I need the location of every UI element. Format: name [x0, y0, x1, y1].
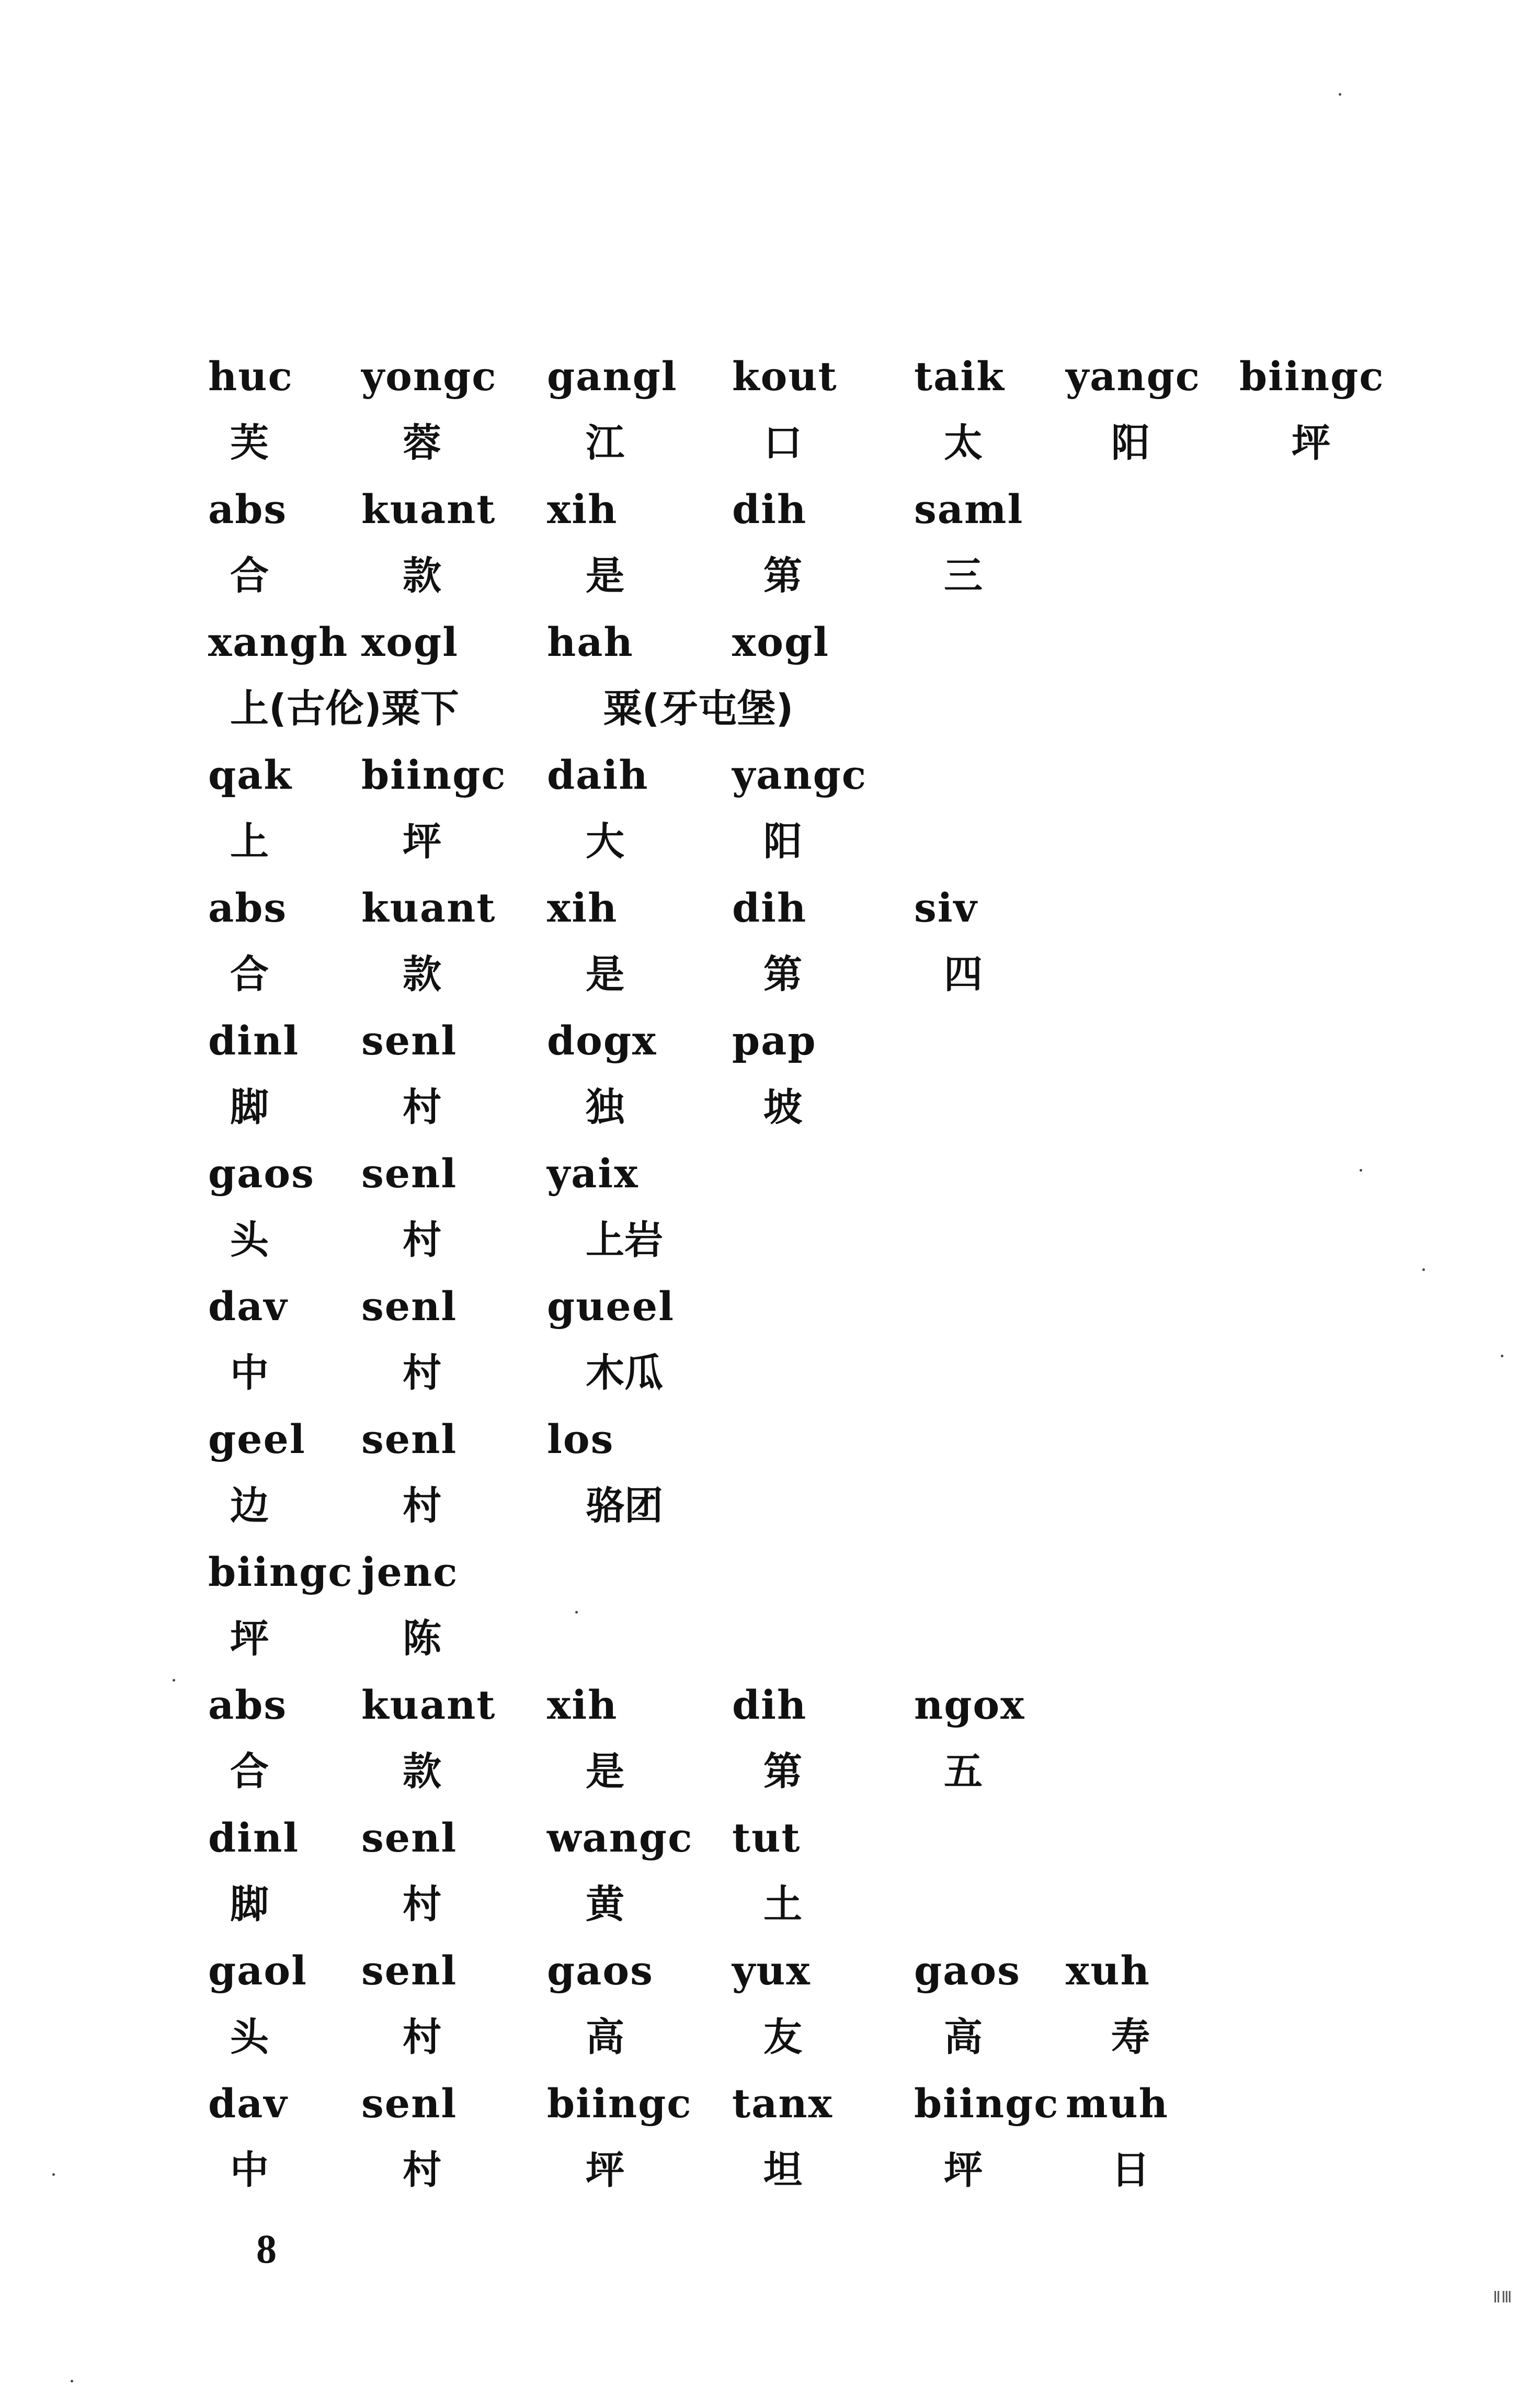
chinese-word: 粟(牙屯堡) [603, 686, 794, 731]
romanized-line [208, 733, 1411, 798]
romanized-word: senl [361, 1814, 458, 1861]
chinese-word: 合 [230, 952, 269, 997]
scan-speck [575, 1611, 578, 1614]
romanized-word: wangc [547, 1814, 693, 1861]
scan-speck [173, 1679, 175, 1682]
chinese-word: 脚 [230, 1882, 269, 1927]
chinese-word: 头 [230, 1218, 269, 1263]
chinese-word: 口 [763, 421, 802, 466]
chinese-word: 是 [586, 553, 624, 598]
romanized-line [208, 1796, 1411, 1861]
romanized-word: dih [732, 486, 807, 532]
chinese-line [208, 532, 1411, 600]
romanized-word: biingc [1239, 353, 1385, 400]
romanized-word: tut [732, 1814, 801, 1861]
chinese-word: 中 [230, 1350, 269, 1395]
romanized-word: yux [732, 1947, 811, 1994]
romanized-line [208, 335, 1411, 400]
chinese-line [208, 1728, 1411, 1796]
chinese-word: 蓉 [403, 421, 441, 466]
chinese-word: 村 [403, 2015, 441, 2060]
romanized-word: saml [914, 486, 1024, 532]
romanized-word: dinl [208, 1814, 300, 1861]
romanized-word: geel [208, 1416, 306, 1462]
romanized-word: yongc [361, 353, 497, 400]
romanized-word: dinl [208, 1017, 300, 1064]
chinese-line [208, 1064, 1411, 1132]
chinese-line [208, 798, 1411, 866]
romanized-word: senl [361, 1283, 458, 1330]
romanized-word: biingc [547, 2080, 692, 2127]
romanized-word: dih [732, 1682, 807, 1728]
romanized-word: tanx [732, 2080, 833, 2127]
romanized-line [208, 1663, 1411, 1728]
chinese-line [208, 1861, 1411, 1929]
chinese-line [208, 2127, 1411, 2195]
chinese-word: 五 [944, 1749, 983, 1794]
scan-speck [1501, 1355, 1503, 1357]
romanized-word: xih [547, 486, 618, 532]
romanized-word: dav [208, 2080, 288, 2127]
chinese-word: 下 [420, 686, 459, 731]
romanized-line [208, 866, 1411, 931]
chinese-word: 坪 [403, 819, 441, 864]
chinese-word: 第 [763, 553, 802, 598]
chinese-word: 高 [944, 2015, 983, 2060]
romanized-line [208, 1398, 1411, 1462]
romanized-word: xih [547, 884, 618, 931]
chinese-line [208, 1197, 1411, 1265]
romanized-line [208, 1132, 1411, 1197]
chinese-word: 是 [586, 1749, 624, 1794]
romanized-line [208, 1530, 1411, 1595]
romanized-word: abs [208, 884, 288, 931]
romanized-word: muh [1066, 2080, 1169, 2127]
chinese-word: 高 [586, 2015, 624, 2060]
romanized-word: yangc [1066, 353, 1201, 400]
romanized-word: dih [732, 884, 807, 931]
scan-speck [52, 2173, 55, 2176]
corner-mark: ⅡⅢ [1493, 2288, 1513, 2307]
chinese-word: 四 [944, 952, 983, 997]
chinese-line [208, 1994, 1411, 2062]
chinese-line [208, 931, 1411, 999]
chinese-word: 坦 [763, 2148, 802, 2193]
romanized-word: kuant [361, 884, 496, 931]
romanized-word: qak [208, 752, 293, 798]
romanized-word: jenc [361, 1549, 459, 1595]
chinese-word: 坪 [1292, 421, 1330, 466]
romanized-word: kuant [361, 1682, 496, 1728]
chinese-word: 村 [403, 1085, 441, 1130]
chinese-word: 上(古伦)粟 [230, 686, 420, 731]
chinese-word: 寿 [1111, 2015, 1150, 2060]
chinese-word: 上 [230, 819, 269, 864]
chinese-word: 村 [403, 1218, 441, 1263]
romanized-word: hah [547, 619, 634, 665]
chinese-word: 头 [230, 2015, 269, 2060]
chinese-word: 中 [230, 2148, 269, 2193]
romanized-word: gangl [547, 353, 678, 400]
page-number: 8 [256, 2226, 277, 2272]
romanized-line [208, 1265, 1411, 1330]
romanized-word: abs [208, 1682, 288, 1728]
romanized-word: xih [547, 1682, 618, 1728]
chinese-line [208, 665, 1411, 733]
romanized-line [208, 1929, 1411, 1994]
chinese-line [208, 1462, 1411, 1530]
scan-speck [71, 2380, 73, 2382]
scan-speck [1339, 93, 1341, 96]
romanized-word: gaos [208, 1150, 315, 1197]
chinese-word: 合 [230, 1749, 269, 1794]
romanized-word: xuh [1066, 1947, 1150, 1994]
scan-speck [1422, 1268, 1425, 1271]
chinese-word: 大 [586, 819, 624, 864]
chinese-word: 骆团 [586, 1483, 663, 1528]
chinese-word: 坪 [944, 2148, 983, 2193]
romanized-word: kout [732, 353, 838, 400]
romanized-word: daih [547, 752, 649, 798]
chinese-word: 芙 [230, 421, 269, 466]
chinese-word: 日 [1111, 2148, 1150, 2193]
chinese-word: 村 [403, 1483, 441, 1528]
chinese-line [208, 1595, 1411, 1663]
romanized-word: siv [914, 884, 978, 931]
chinese-word: 第 [763, 952, 802, 997]
romanized-word: senl [361, 1416, 458, 1462]
chinese-word: 边 [230, 1483, 269, 1528]
romanized-word: taik [914, 353, 1005, 400]
romanized-word: kuant [361, 486, 496, 532]
romanized-word: biingc [914, 2080, 1059, 2127]
chinese-line [208, 1330, 1411, 1398]
chinese-word: 第 [763, 1749, 802, 1794]
scan-speck [1360, 1169, 1362, 1172]
romanized-word: gaol [208, 1947, 307, 1994]
chinese-word: 木瓜 [586, 1350, 663, 1395]
chinese-word: 合 [230, 553, 269, 598]
romanized-word: xogl [361, 619, 459, 665]
romanized-word: huc [208, 353, 293, 400]
romanized-line [208, 600, 1411, 665]
chinese-word: 友 [763, 2015, 802, 2060]
chinese-word: 黄 [586, 1882, 624, 1927]
romanized-word: los [547, 1416, 614, 1462]
romanized-word: gaos [914, 1947, 1021, 1994]
chinese-word: 陈 [403, 1616, 441, 1661]
chinese-word: 坪 [230, 1616, 269, 1661]
romanized-word: biingc [361, 752, 507, 798]
chinese-word: 独 [586, 1085, 624, 1130]
chinese-word: 阳 [1111, 421, 1150, 466]
romanized-word: dogx [547, 1017, 657, 1064]
romanized-word: xogl [732, 619, 830, 665]
chinese-word: 村 [403, 1882, 441, 1927]
romanized-word: xangh [208, 619, 349, 665]
chinese-word: 款 [403, 553, 441, 598]
chinese-word: 款 [403, 1749, 441, 1794]
romanized-word: senl [361, 1150, 458, 1197]
romanized-word: senl [361, 2080, 458, 2127]
chinese-word: 村 [403, 1350, 441, 1395]
chinese-word: 太 [944, 421, 983, 466]
chinese-word: 土 [763, 1882, 802, 1927]
chinese-word: 村 [403, 2148, 441, 2193]
chinese-word: 款 [403, 952, 441, 997]
chinese-word: 三 [944, 553, 983, 598]
chinese-word: 阳 [763, 819, 802, 864]
romanized-word: gaos [547, 1947, 654, 1994]
romanized-word: biingc [208, 1549, 353, 1595]
romanized-word: yangc [732, 752, 868, 798]
romanized-word: dav [208, 1283, 288, 1330]
romanized-word: gueel [547, 1283, 675, 1330]
romanized-word: yaix [547, 1150, 639, 1197]
romanized-word: senl [361, 1017, 458, 1064]
chinese-word: 是 [586, 952, 624, 997]
chinese-word: 脚 [230, 1085, 269, 1130]
chinese-word: 坡 [763, 1085, 802, 1130]
chinese-line [208, 400, 1411, 468]
chinese-word: 坪 [586, 2148, 624, 2193]
romanized-word: ngox [914, 1682, 1025, 1728]
romanized-word: pap [732, 1017, 817, 1064]
romanized-line [208, 999, 1411, 1064]
chinese-word: 江 [586, 421, 624, 466]
romanized-line [208, 2062, 1411, 2127]
romanized-word: abs [208, 486, 288, 532]
chinese-word: 上岩 [586, 1218, 663, 1263]
romanized-line [208, 468, 1411, 532]
text-body [208, 335, 1411, 2195]
romanized-word: senl [361, 1947, 458, 1994]
